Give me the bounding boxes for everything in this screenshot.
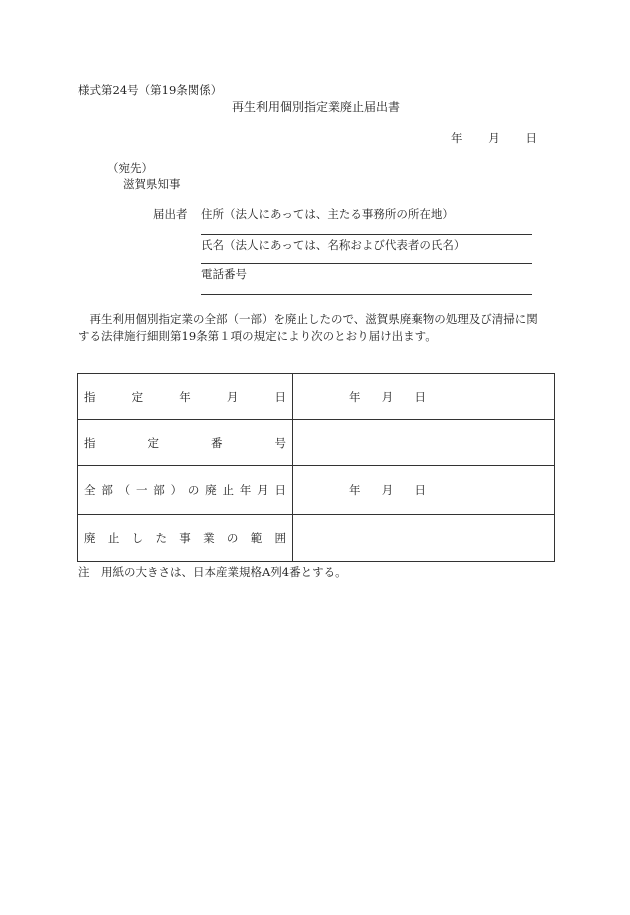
name-field-line[interactable]	[201, 263, 532, 264]
row-label	[78, 515, 293, 561]
day-label: 日	[414, 389, 426, 404]
year-label: 年	[349, 389, 361, 404]
row-label-char: 定	[131, 389, 144, 404]
business-scope-cell[interactable]	[293, 515, 554, 561]
month-label: 月	[381, 483, 394, 497]
row-label-char: 日	[274, 483, 286, 497]
row-label-char: 廃	[84, 531, 96, 545]
notifier-label: 届出者	[153, 207, 188, 221]
abolition-date-cell[interactable]	[293, 466, 554, 514]
details-table	[77, 373, 555, 562]
phone-field-line[interactable]	[201, 294, 532, 295]
row-label-char: 指	[84, 389, 96, 404]
row-label-char: 囲	[274, 531, 286, 545]
row-label-char: 月	[226, 389, 239, 404]
day-label: 日	[414, 483, 426, 497]
designation-number-cell[interactable]	[293, 420, 554, 465]
row-label-char: 定	[147, 435, 159, 450]
date-month-label: 月	[488, 131, 500, 145]
date-day-label: 日	[525, 131, 537, 145]
date-year-label: 年	[451, 131, 463, 145]
row-label-char: し	[131, 531, 144, 545]
row-label-char: 止	[107, 531, 120, 545]
table-row-business-scope	[78, 515, 554, 561]
address-field-label: 住所（法人にあっては、主たる事務所の所在地）	[201, 207, 454, 221]
row-label-char: 号	[274, 435, 286, 450]
row-label-char: 止	[222, 483, 234, 497]
row-label-char: （	[118, 483, 131, 497]
row-label-char: 範	[250, 531, 263, 545]
row-label-char: 日	[274, 389, 286, 404]
row-label	[78, 420, 293, 465]
submission-date	[451, 130, 537, 146]
declaration-line-1: 再生利用個別指定業の全部（一部）を廃止したので、滋賀県廃棄物の処理及び清掃に関	[78, 312, 538, 326]
row-label-char: た	[155, 531, 167, 545]
declaration-line-2: する法律施行細則第19条第１項の規定により次のとおり届け出ます。	[78, 329, 437, 343]
row-label-char: 部	[101, 483, 113, 497]
row-label-char: 全	[84, 483, 96, 497]
form-number: 様式第24号（第19条関係）	[78, 83, 223, 97]
address-field-line[interactable]	[201, 234, 532, 235]
row-label-char: 部	[153, 483, 165, 497]
row-label	[78, 466, 293, 514]
addressee-label: （宛先）	[107, 161, 153, 175]
row-label-char: 指	[84, 435, 96, 450]
year-label: 年	[349, 483, 361, 497]
month-label: 月	[381, 389, 394, 404]
designation-date-cell[interactable]	[293, 374, 554, 419]
row-label-char: ）	[170, 483, 183, 497]
row-label-char: 年	[179, 389, 191, 404]
row-label-char: 番	[211, 435, 223, 450]
row-label-char: 月	[257, 483, 269, 497]
row-label	[78, 374, 293, 419]
row-label-char: 年	[239, 483, 252, 497]
row-label-char: の	[226, 531, 239, 545]
row-label-char: の	[187, 483, 200, 497]
row-label-char: 業	[203, 531, 215, 545]
row-label-char: 廃	[205, 483, 217, 497]
row-label-char: 一	[135, 483, 148, 497]
table-row-designation-date	[78, 374, 554, 420]
row-label-char: 事	[179, 531, 191, 545]
name-field-label: 氏名（法人にあっては、名称および代表者の氏名）	[201, 238, 466, 252]
table-row-abolition-date	[78, 466, 554, 515]
table-row-designation-number	[78, 420, 554, 466]
declaration-text	[78, 311, 556, 345]
document-title: 再生利用個別指定業廃止届出書	[232, 100, 401, 114]
phone-field-label: 電話番号	[201, 267, 247, 281]
paper-size-note: 注 用紙の大きさは、日本産業規格A列4番とする。	[78, 565, 347, 579]
addressee-name: 滋賀県知事	[123, 177, 181, 191]
